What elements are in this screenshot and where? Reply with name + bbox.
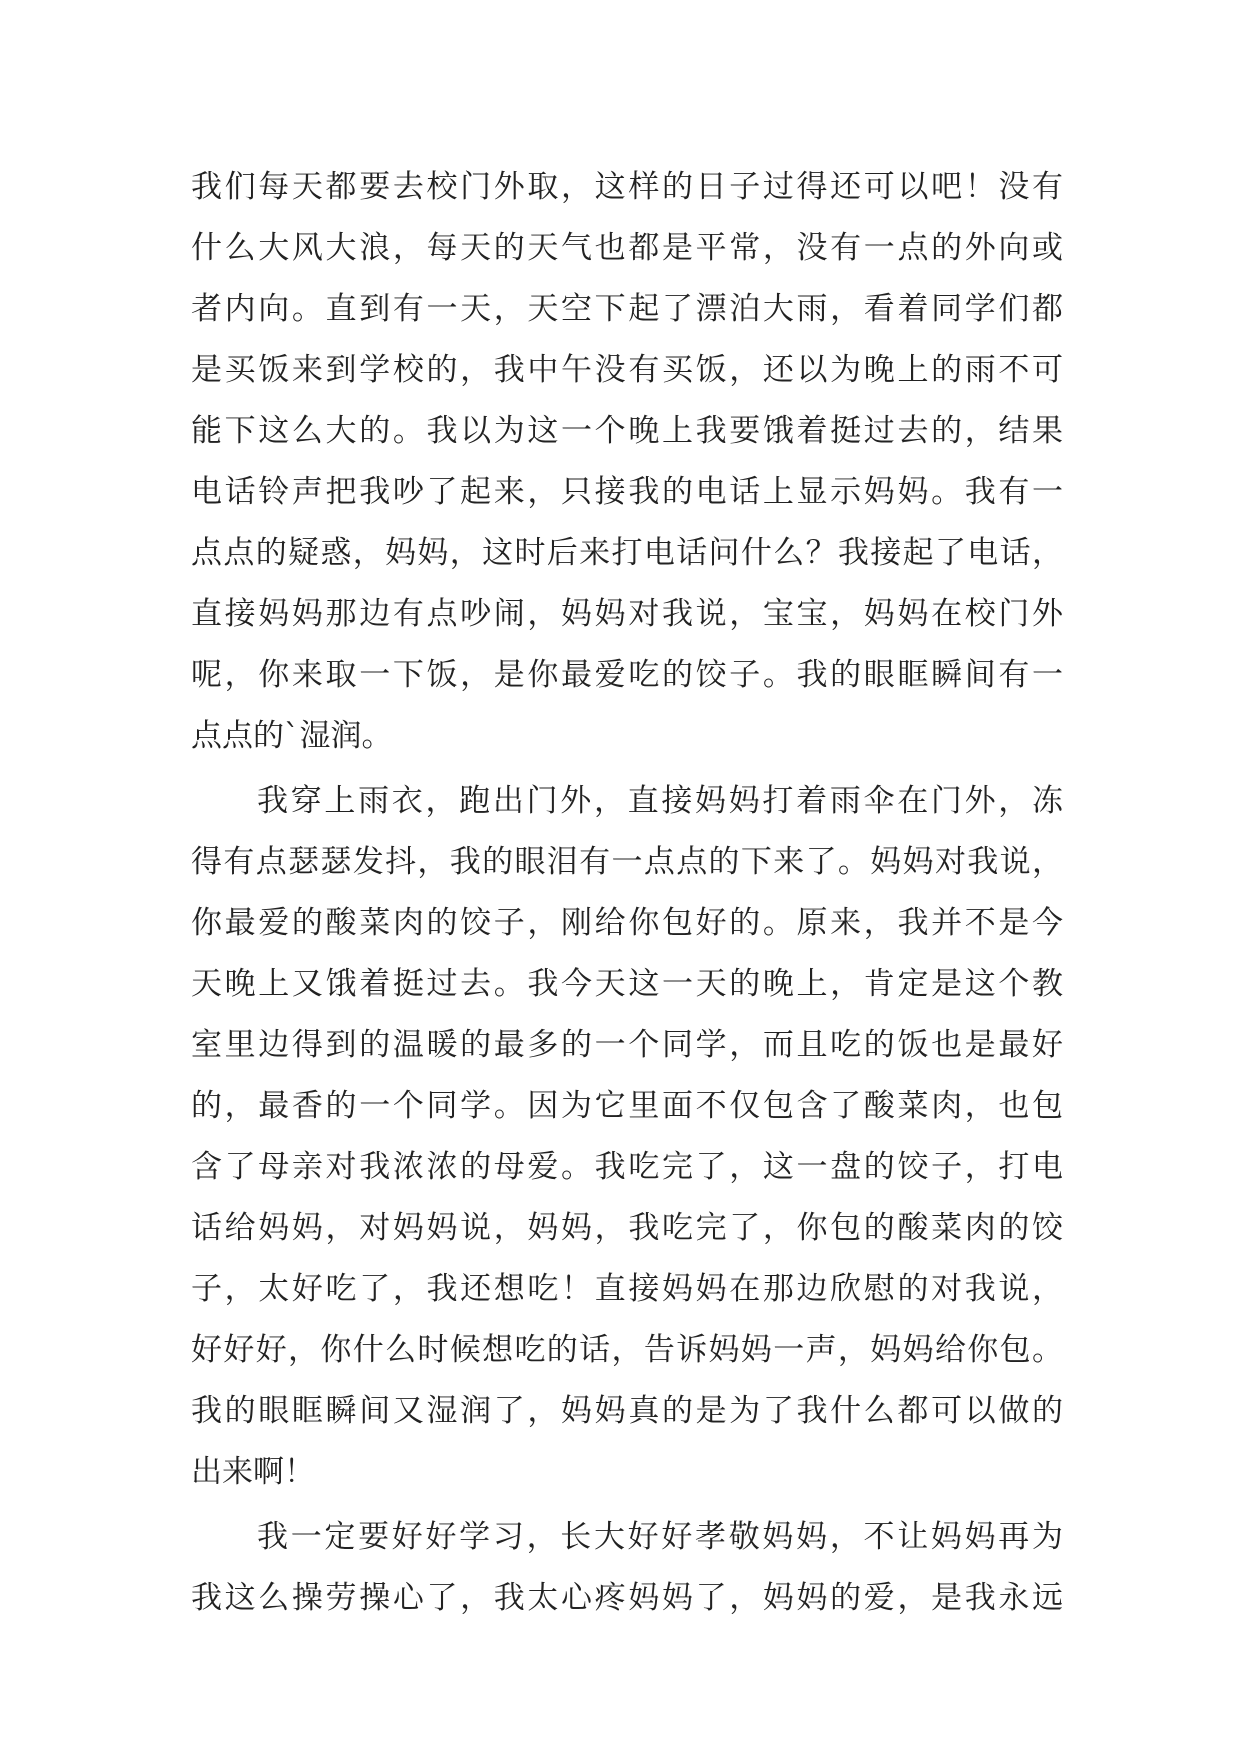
- paragraph: [191, 771, 1063, 1503]
- text-line: 什么大风大浪，每天的天气也都是平常，没有一点的外向或: [191, 230, 1063, 266]
- text-line: 者内向。直到有一天，天空下起了漂泊大雨，看着同学们都: [191, 291, 1063, 327]
- text-line: 我一定要好好学习，长大好好孝敬妈妈，不让妈妈再为: [257, 1519, 1063, 1555]
- text-line: 电话铃声把我吵了起来，只接我的电话上显示妈妈。我有一: [191, 474, 1063, 510]
- text-line: 的，最香的一个同学。因为它里面不仅包含了酸菜肉，也包: [191, 1088, 1063, 1124]
- text-line: 直接妈妈那边有点吵闹，妈妈对我说，宝宝，妈妈在校门外: [191, 596, 1063, 632]
- text-line: 我们每天都要去校门外取，这样的日子过得还可以吧！没有: [191, 169, 1063, 205]
- text-line: 能下这么大的。我以为这一个晚上我要饿着挺过去的，结果: [191, 413, 1063, 449]
- paragraph: [191, 1507, 1063, 1629]
- text-line: 话给妈妈，对妈妈说，妈妈，我吃完了，你包的酸菜肉的饺: [191, 1210, 1063, 1246]
- paragraph: [191, 157, 1063, 767]
- text-line: 出来啊！: [191, 1454, 315, 1490]
- text-line: 子，太好吃了，我还想吃！直接妈妈在那边欣慰的对我说，: [191, 1271, 1063, 1307]
- text-line: 你最爱的酸菜肉的饺子，刚给你包好的。原来，我并不是今: [191, 905, 1063, 941]
- text-line: 室里边得到的温暖的最多的一个同学，而且吃的饭也是最好: [191, 1027, 1063, 1063]
- text-line: 点点的疑惑，妈妈，这时后来打电话问什么？我接起了电话，: [191, 535, 1063, 571]
- text-line: 天晚上又饿着挺过去。我今天这一天的晚上，肯定是这个教: [191, 966, 1063, 1002]
- text-line: 我这么操劳操心了，我太心疼妈妈了，妈妈的爱，是我永远: [191, 1580, 1063, 1616]
- text-line: 好好好，你什么时候想吃的话，告诉妈妈一声，妈妈给你包。: [191, 1332, 1063, 1368]
- text-line: 呢，你来取一下饭，是你最爱吃的饺子。我的眼眶瞬间有一: [191, 657, 1063, 693]
- text-line: 我的眼眶瞬间又湿润了，妈妈真的是为了我什么都可以做的: [191, 1393, 1063, 1429]
- text-line: 是买饭来到学校的，我中午没有买饭，还以为晚上的雨不可: [191, 352, 1063, 388]
- text-line: 得有点瑟瑟发抖，我的眼泪有一点点的下来了。妈妈对我说，: [191, 844, 1063, 880]
- body-text: [191, 157, 1063, 1629]
- text-line: 我穿上雨衣，跑出门外，直接妈妈打着雨伞在门外，冻: [257, 783, 1063, 819]
- text-line: 点点的`湿润。: [191, 718, 393, 754]
- text-line: 含了母亲对我浓浓的母爱。我吃完了，这一盘的饺子，打电: [191, 1149, 1063, 1185]
